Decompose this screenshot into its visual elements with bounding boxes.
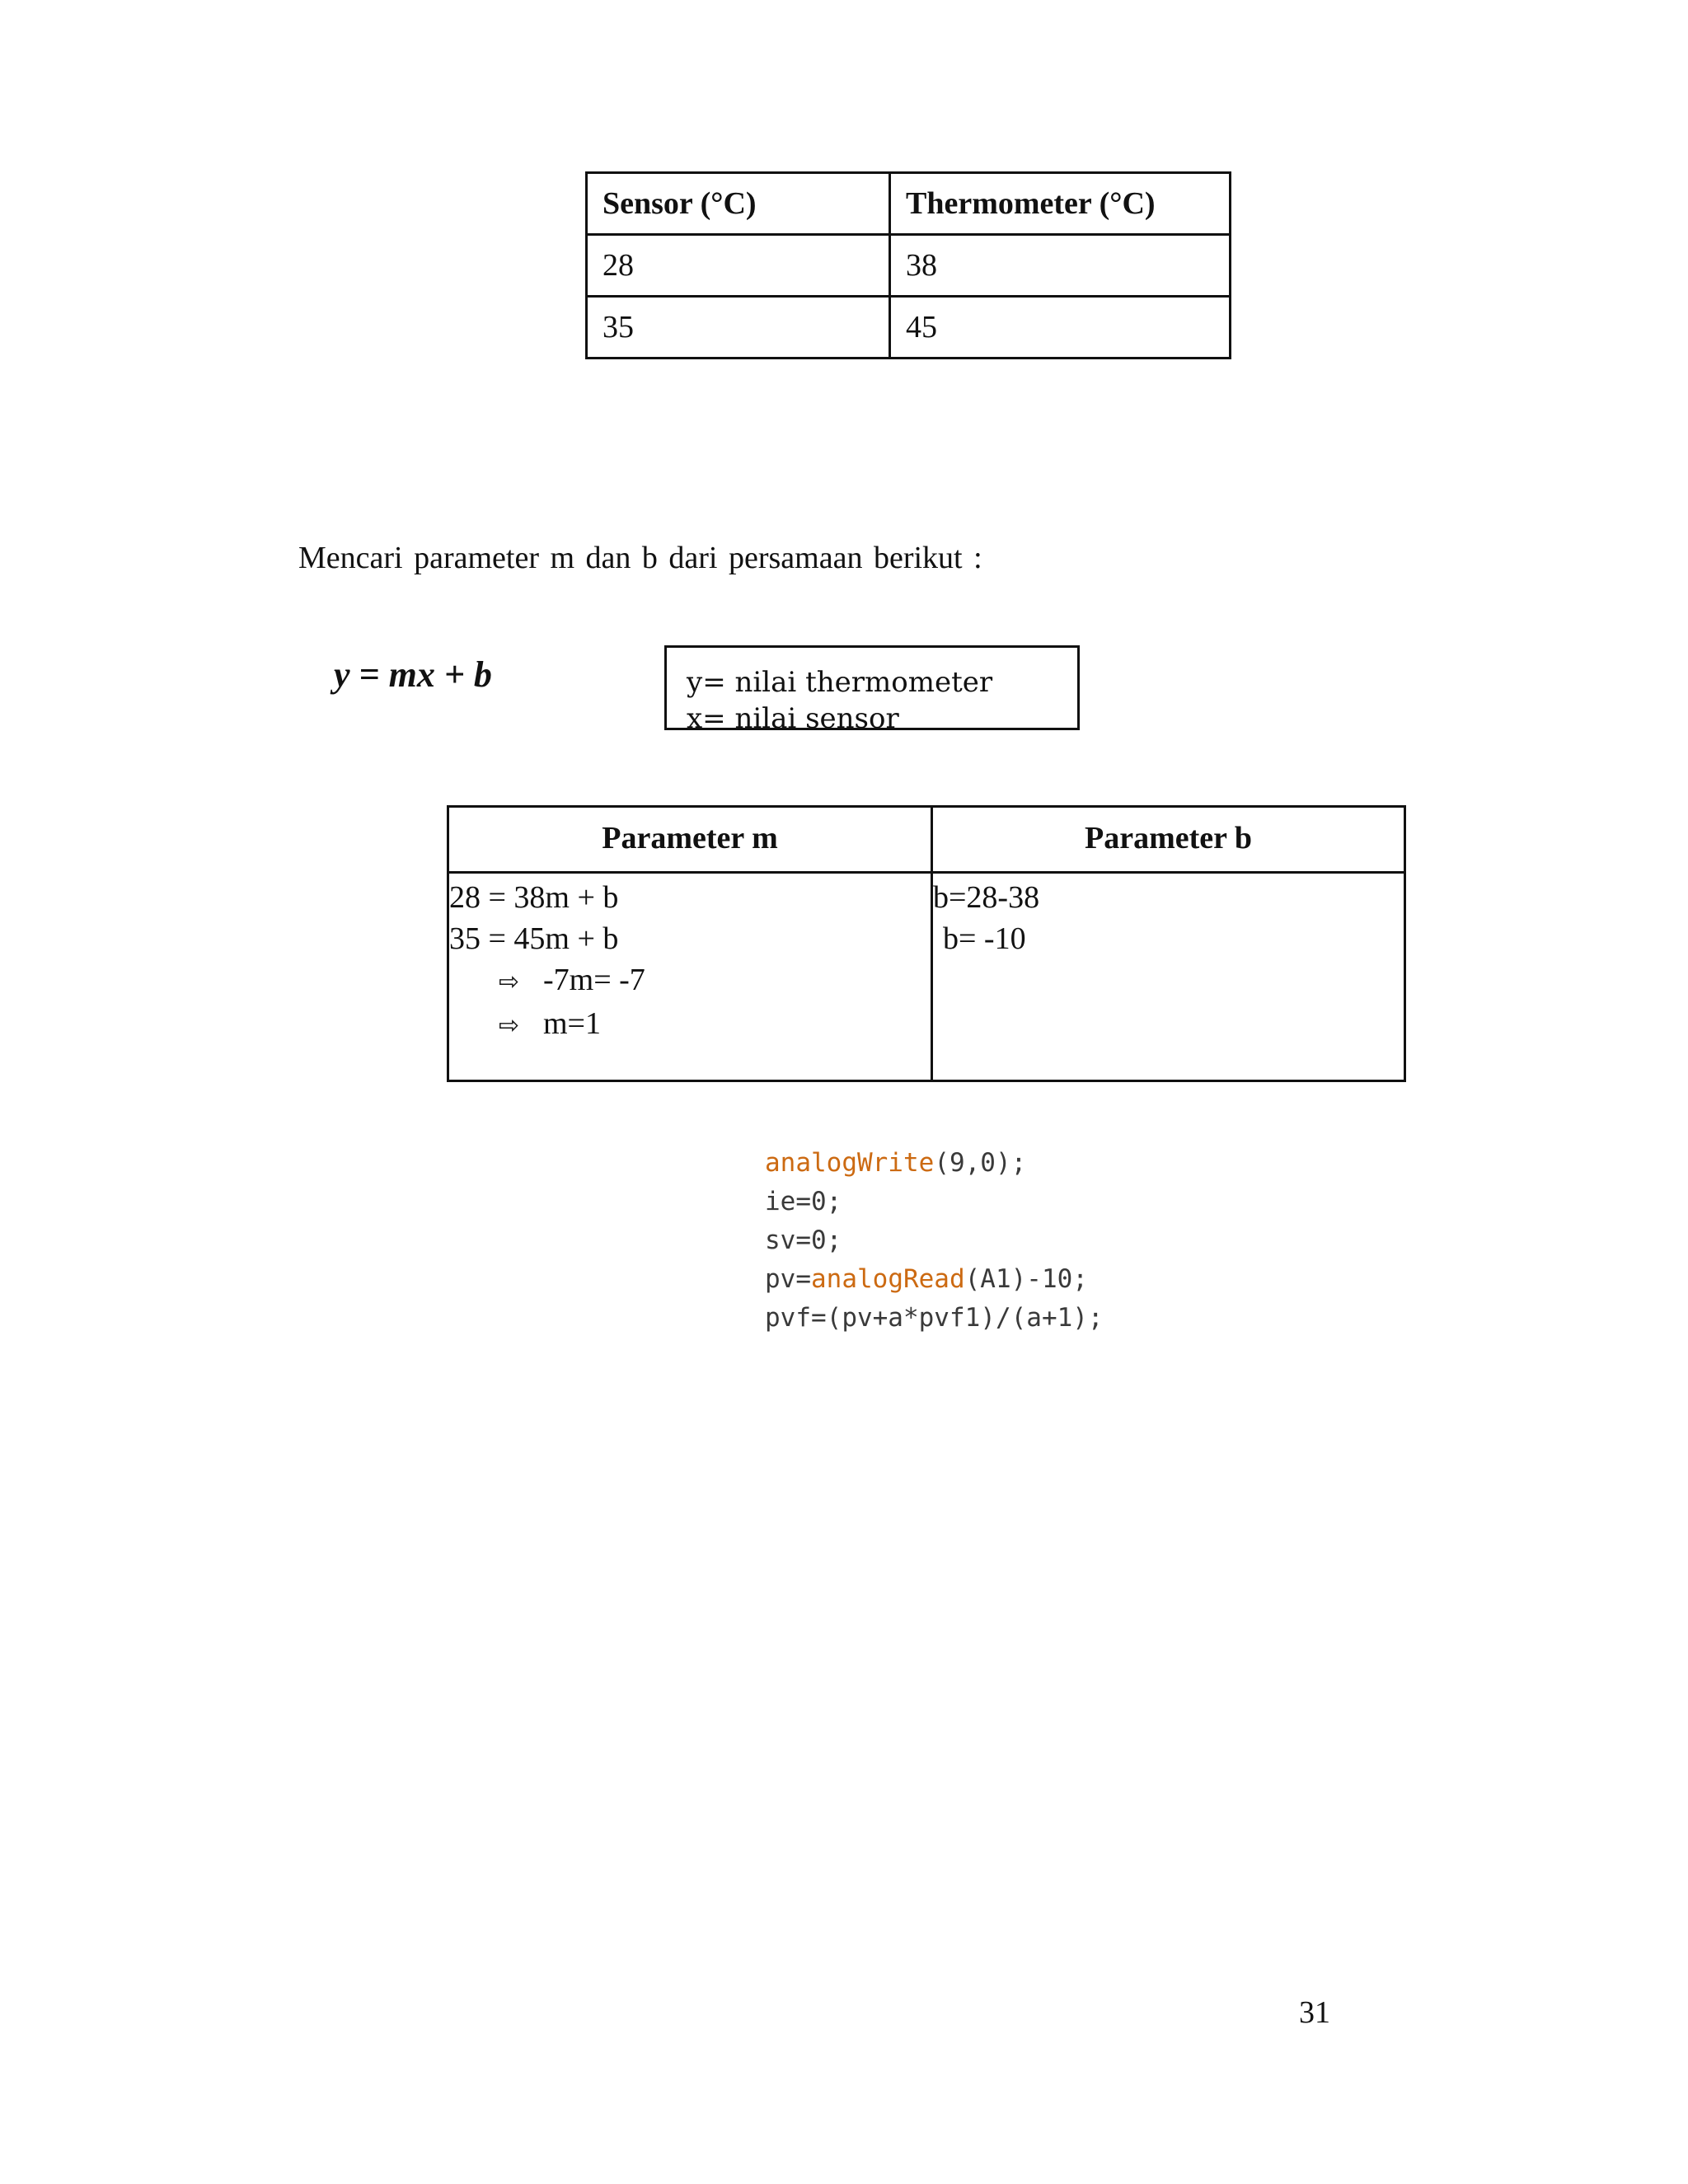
table-header-row: [448, 807, 1405, 873]
header-sensor: Sensor (°C): [587, 173, 890, 235]
header-parameter-m: Parameter m: [448, 807, 932, 873]
page-number: 31: [1299, 1995, 1330, 2030]
code-line: sv=0;: [765, 1226, 842, 1255]
legend-line-y: y= nilai thermometer: [687, 666, 993, 699]
table-row: [587, 235, 1231, 297]
sensor-thermometer-table: [585, 171, 1231, 359]
code-line: pv=analogRead(A1)-10;: [765, 1264, 1088, 1294]
m-equation-line: 35 = 45m + b: [449, 921, 619, 956]
parameters-table: [447, 805, 1406, 1082]
legend-line-x: x= nilai sensor: [687, 702, 899, 735]
cell-parameter-m: [448, 873, 932, 1081]
m-step-line: [449, 959, 931, 1003]
code-line: ie=0;: [765, 1187, 842, 1216]
table-row: [448, 873, 1405, 1081]
header-thermometer: Thermometer (°C): [890, 173, 1231, 235]
code-function: analogWrite: [765, 1148, 935, 1178]
variable-legend-box: [664, 645, 1080, 735]
table-row: [587, 297, 1231, 359]
m-step-line: [449, 1003, 931, 1047]
code-line: analogWrite(9,0);: [765, 1148, 1027, 1178]
equation-linear: y = mx + b: [334, 654, 492, 695]
double-arrow-right-icon: ⇨: [499, 968, 520, 996]
b-equation-line: b=28-38: [933, 880, 1040, 915]
b-equation-line: b= -10: [943, 921, 1026, 956]
double-arrow-right-icon: ⇨: [499, 1011, 520, 1040]
cell-sensor: 35: [587, 297, 890, 359]
table-header-row: [587, 173, 1231, 235]
m-step-text: m=1: [543, 1006, 601, 1041]
code-line: pvf=(pv+a*pvf1)/(a+1);: [765, 1303, 1104, 1333]
m-equation-line: 28 = 38m + b: [449, 880, 619, 915]
intro-paragraph: Mencari parameter m dan b dari persamaan berikut :: [298, 541, 982, 575]
cell-parameter-b: [932, 873, 1405, 1081]
code-function: analogRead: [811, 1264, 965, 1294]
header-parameter-b: Parameter b: [932, 807, 1405, 873]
cell-thermometer: 45: [890, 297, 1231, 359]
m-step-text: -7m= -7: [543, 963, 645, 997]
code-snippet: [765, 1144, 1104, 1338]
cell-sensor: 28: [587, 235, 890, 297]
cell-thermometer: 38: [890, 235, 1231, 297]
